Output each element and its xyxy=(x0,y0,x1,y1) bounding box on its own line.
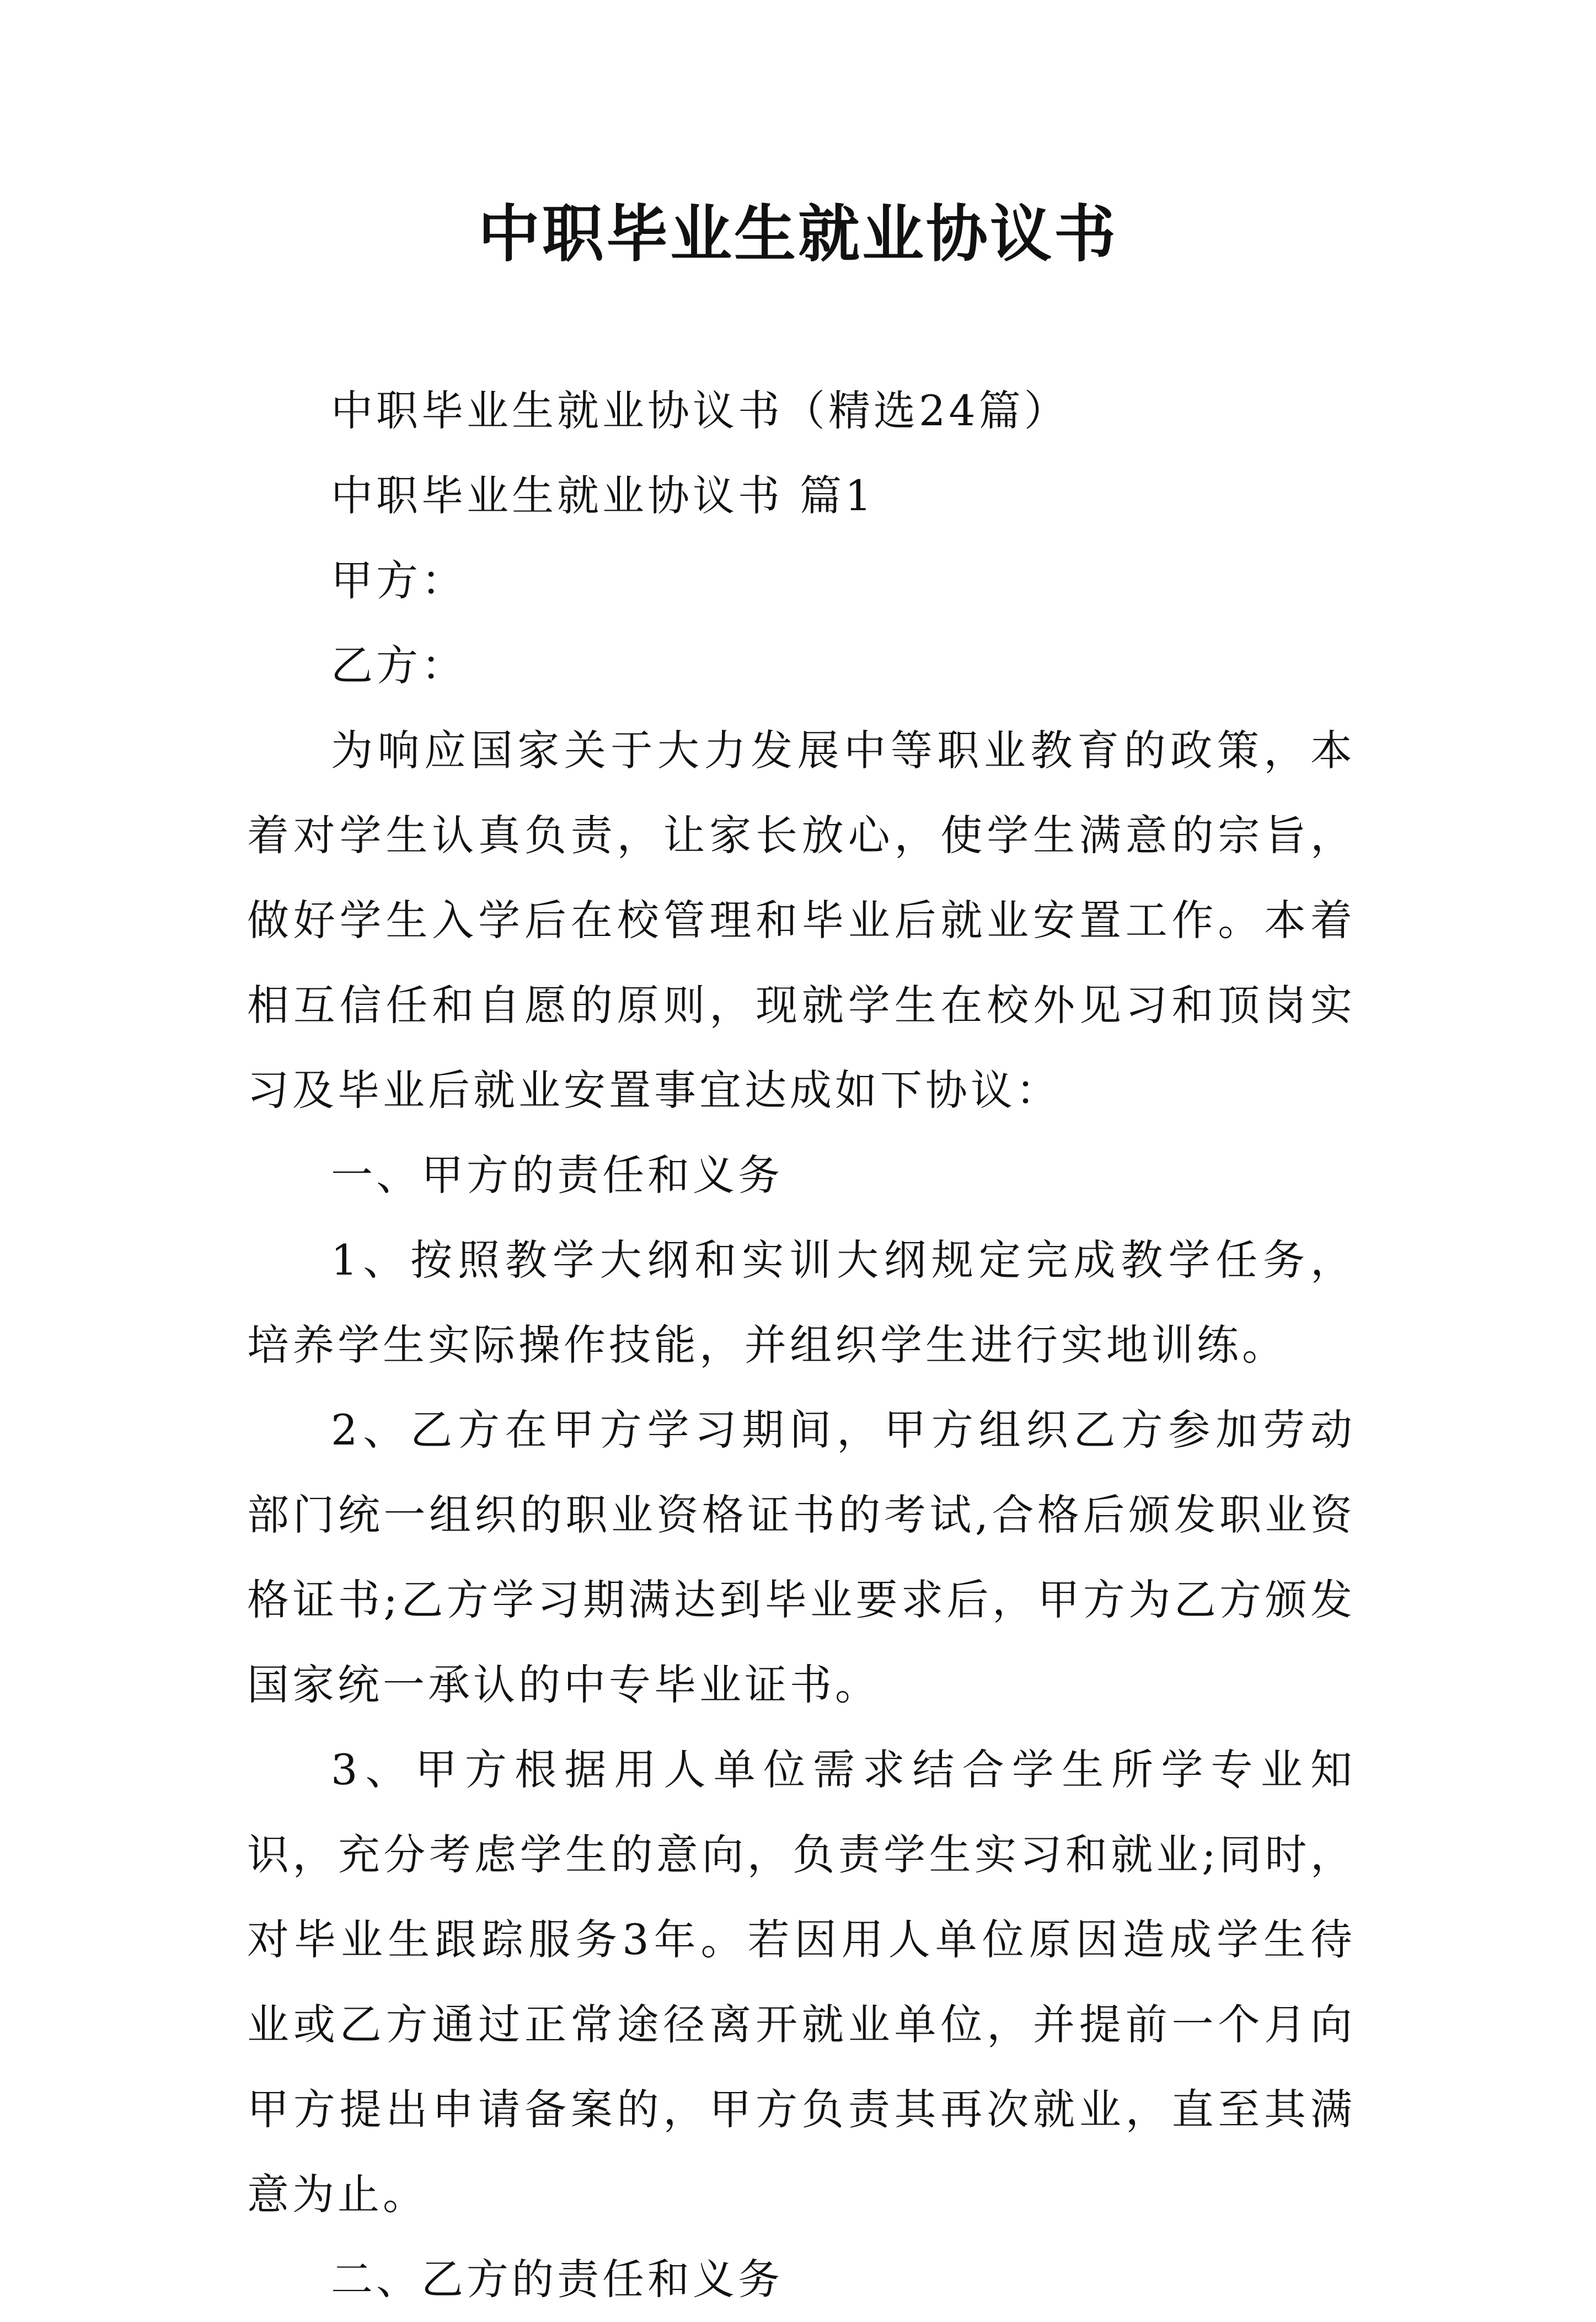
party-b-duties-heading: 二、乙方的责任和义务 xyxy=(331,2255,783,2304)
party-a-line: 甲方： xyxy=(331,556,467,605)
intro-paragraph: 为响应国家关于大力发展中等职业教育的政策，本着对学生认真负责，让家长放心，使学生满意的宗旨，做好学生入学后在校管理和毕业后就业安置工作。本着相互信任和自愿的原则，现就学生在校外见习和顶岗实习及毕业后就业安置事宜达成如下协议： xyxy=(247,726,1356,1115)
subtitle-paragraph: 中职毕业生就业协议书（精选24篇） xyxy=(331,386,1069,435)
clause-2-paragraph: 2、乙方在甲方学习期间，甲方组织乙方参加劳动部门统一组织的职业资格证书的考试,合格后颁发职业资格证书;乙方学习期满达到毕业要求后，甲方为乙方颁发国家统一承认的中专毕业证书。 xyxy=(247,1405,1356,1709)
clause-3-paragraph: 3、甲方根据用人单位需求结合学生所学专业知识，充分考虑学生的意向，负责学生实习和就业;同时，对毕业生跟踪服务3年。若因用人单位原因造成学生待业或乙方通过正常途径离开就业单位，并提前一个月向甲方提出申请备案的，甲方负责其再次就业，直至其满意为止。 xyxy=(247,1745,1356,2219)
party-a-duties-heading: 一、甲方的责任和义务 xyxy=(331,1151,783,1200)
document-title: 中职毕业生就业协议书 xyxy=(478,198,1118,270)
section-heading-paragraph: 中职毕业生就业协议书 篇1 xyxy=(331,471,875,520)
document-body xyxy=(247,368,1356,2322)
party-b-line: 乙方： xyxy=(331,641,467,690)
clause-1-paragraph: 1、按照教学大纲和实训大纲规定完成教学任务，培养学生实际操作技能，并组织学生进行实地训练。 xyxy=(247,1235,1356,1369)
